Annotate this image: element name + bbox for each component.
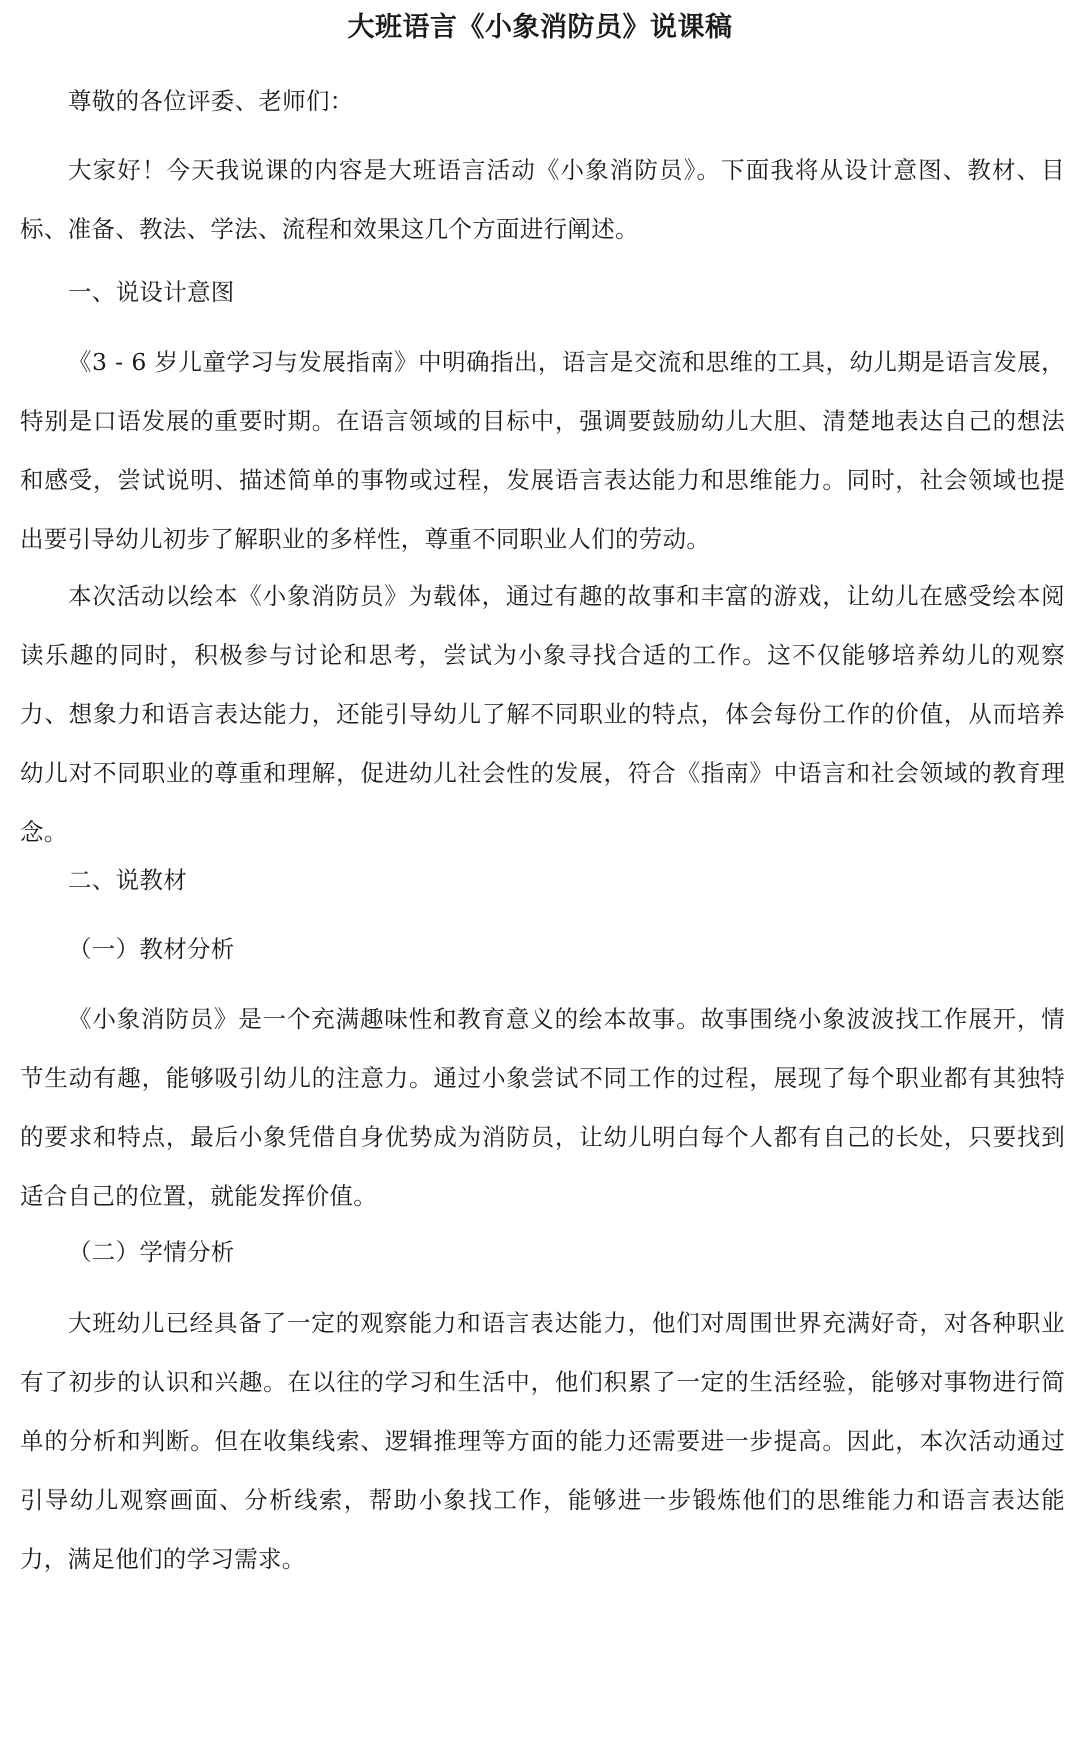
design-intent-paragraph-1: 《3 - 6 岁儿童学习与发展指南》中明确指出，语言是交流和思维的工具，幼儿期是语言发展，特别是口语发展的重要时期。在语言领域的目标中，强调要鼓励幼儿大胆、清楚地表达自己的想法和感受，尝试说明、描述简单的事物或过程，发展语言表达能力和思维能力。同时，社会领域也提出要引导幼儿初步了解职业的多样性，尊重不同职业人们的劳动。 bbox=[20, 348, 1065, 553]
design-intent-paragraph-2: 本次活动以绘本《小象消防员》为载体，通过有趣的故事和丰富的游戏，让幼儿在感受绘本阅读乐趣的同时，积极参与讨论和思考，尝试为小象寻找合适的工作。这不仅能够培养幼儿的观察力、想象力和语言表达能力，还能引导幼儿了解不同职业的特点，体会每份工作的价值，从而培养幼儿对不同职业的尊重和理解，促进幼儿社会性的发展，符合《指南》中语言和社会领域的教育理念。 bbox=[20, 582, 1065, 846]
intro-paragraph: 大家好！今天我说课的内容是大班语言活动《小象消防员》。下面我将从设计意图、教材、目标、准备、教法、学法、流程和效果这几个方面进行阐述。 bbox=[20, 156, 1065, 243]
section-heading-materials: 二、说教材 bbox=[68, 866, 187, 894]
document-title: 大班语言《小象消防员》说课稿 bbox=[347, 12, 733, 43]
learner-analysis-paragraph: 大班幼儿已经具备了一定的观察能力和语言表达能力，他们对周围世界充满好奇，对各种职业有了初步的认识和兴趣。在以往的学习和生活中，他们积累了一定的生活经验，能够对事物进行简单的分析和判断。但在收集线索、逻辑推理等方面的能力还需要进一步提高。因此，本次活动通过引导幼儿观察画面、分析线索，帮助小象找工作，能够进一步锻炼他们的思维能力和语言表达能力，满足他们的学习需求。 bbox=[20, 1309, 1065, 1573]
subheading-material-analysis: （一）教材分析 bbox=[68, 935, 235, 963]
greeting: 尊敬的各位评委、老师们： bbox=[68, 87, 354, 115]
subheading-learner-analysis: （二）学情分析 bbox=[68, 1238, 235, 1266]
section-heading-design-intent: 一、说设计意图 bbox=[68, 278, 235, 306]
material-analysis-paragraph: 《小象消防员》是一个充满趣味性和教育意义的绘本故事。故事围绕小象波波找工作展开，情节生动有趣，能够吸引幼儿的注意力。通过小象尝试不同工作的过程，展现了每个职业都有其独特的要求和特点，最后小象凭借自身优势成为消防员，让幼儿明白每个人都有自己的长处，只要找到适合自己的位置，就能发挥价值。 bbox=[20, 1005, 1065, 1210]
